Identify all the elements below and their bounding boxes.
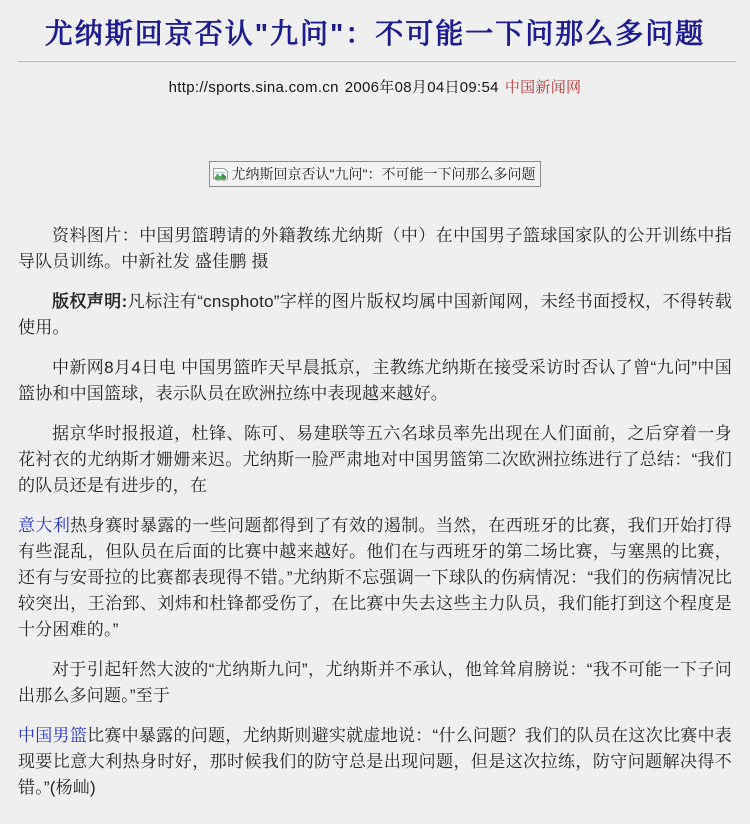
paragraph-italy	[18, 513, 732, 643]
paragraph-photo-caption: 资料图片：中国男篮聘请的外籍教练尤纳斯（中）在中国男子篮球国家队的公开训练中指导队员训练。中新社发 盛佳鹏 摄	[18, 226, 732, 271]
broken-image-icon	[212, 167, 229, 182]
source-line	[0, 76, 750, 97]
china-team-paragraph-text: 比赛中暴露的问题，尤纳斯则避实就虚地说：“什么问题？我们的队员在这次比赛中表现要比意大利热身时好，那时候我们的防守总是出现问题，但是这次拉练，防守问题解决得不错。”(杨屾)	[18, 726, 732, 797]
broken-image-placeholder	[209, 161, 542, 187]
link-china-team[interactable]: 中国男篮	[18, 726, 88, 745]
link-italy[interactable]: 意大利	[18, 516, 71, 535]
italy-paragraph-text: 热身赛时暴露的一些问题都得到了有效的遏制。当然，在西班牙的比赛，我们开始打得有些混乱，但队员在后面的比赛中越来越好。他们在与西班牙的第二场比赛，与塞黑的比赛，还有与安哥拉的比赛都表现得不错。”尤纳斯不忘强调一下球队的伤病情况：“我们的伤病情况比较突出，王治郅、刘炜和杜锋都受伤了，在比赛中失去这些主力队员，我们能打到这个程度是十分困难的。”	[18, 516, 732, 639]
paragraph-china-team	[18, 723, 732, 801]
article-url: http://sports.sina.com.cn	[168, 79, 339, 96]
copyright-text: 凡标注有“cnsphoto”字样的图片版权均属中国新闻网，未经书面授权，不得转载使用。	[18, 292, 732, 337]
paragraph-lead: 中新网8月4日电 中国男篮昨天早晨抵京，主教练尤纳斯在接受采访时否认了曾“九问”中国篮协和中国篮球，表示队员在欧洲拉练中表现越来越好。	[18, 358, 732, 403]
page-title: 尤纳斯回京否认"九问"：不可能一下问那么多问题	[44, 18, 706, 49]
source-link[interactable]: 中国新闻网	[504, 79, 582, 96]
paragraph-copyright	[18, 289, 732, 341]
article-page	[0, 16, 750, 824]
paragraph-nine-questions: 对于引起轩然大波的“尤纳斯九问”，尤纳斯并不承认，他耸耸肩膀说：“我不可能一下子问出那么多问题。”至于	[18, 660, 732, 705]
article-datetime: 2006年08月04日09:54	[344, 79, 499, 96]
image-alt-text: 尤纳斯回京否认"九问"：不可能一下问那么多问题	[231, 166, 536, 182]
copyright-label: 版权声明:	[52, 292, 128, 311]
headline-divider	[18, 61, 736, 63]
paragraph-report: 据京华时报报道，杜锋、陈可、易建联等五六名球员率先出现在人们面前，之后穿着一身花衬衣的尤纳斯才姗姗来迟。尤纳斯一脸严肃地对中国男篮第二次欧洲拉练进行了总结：“我们的队员还是有进步的，在	[18, 424, 732, 495]
